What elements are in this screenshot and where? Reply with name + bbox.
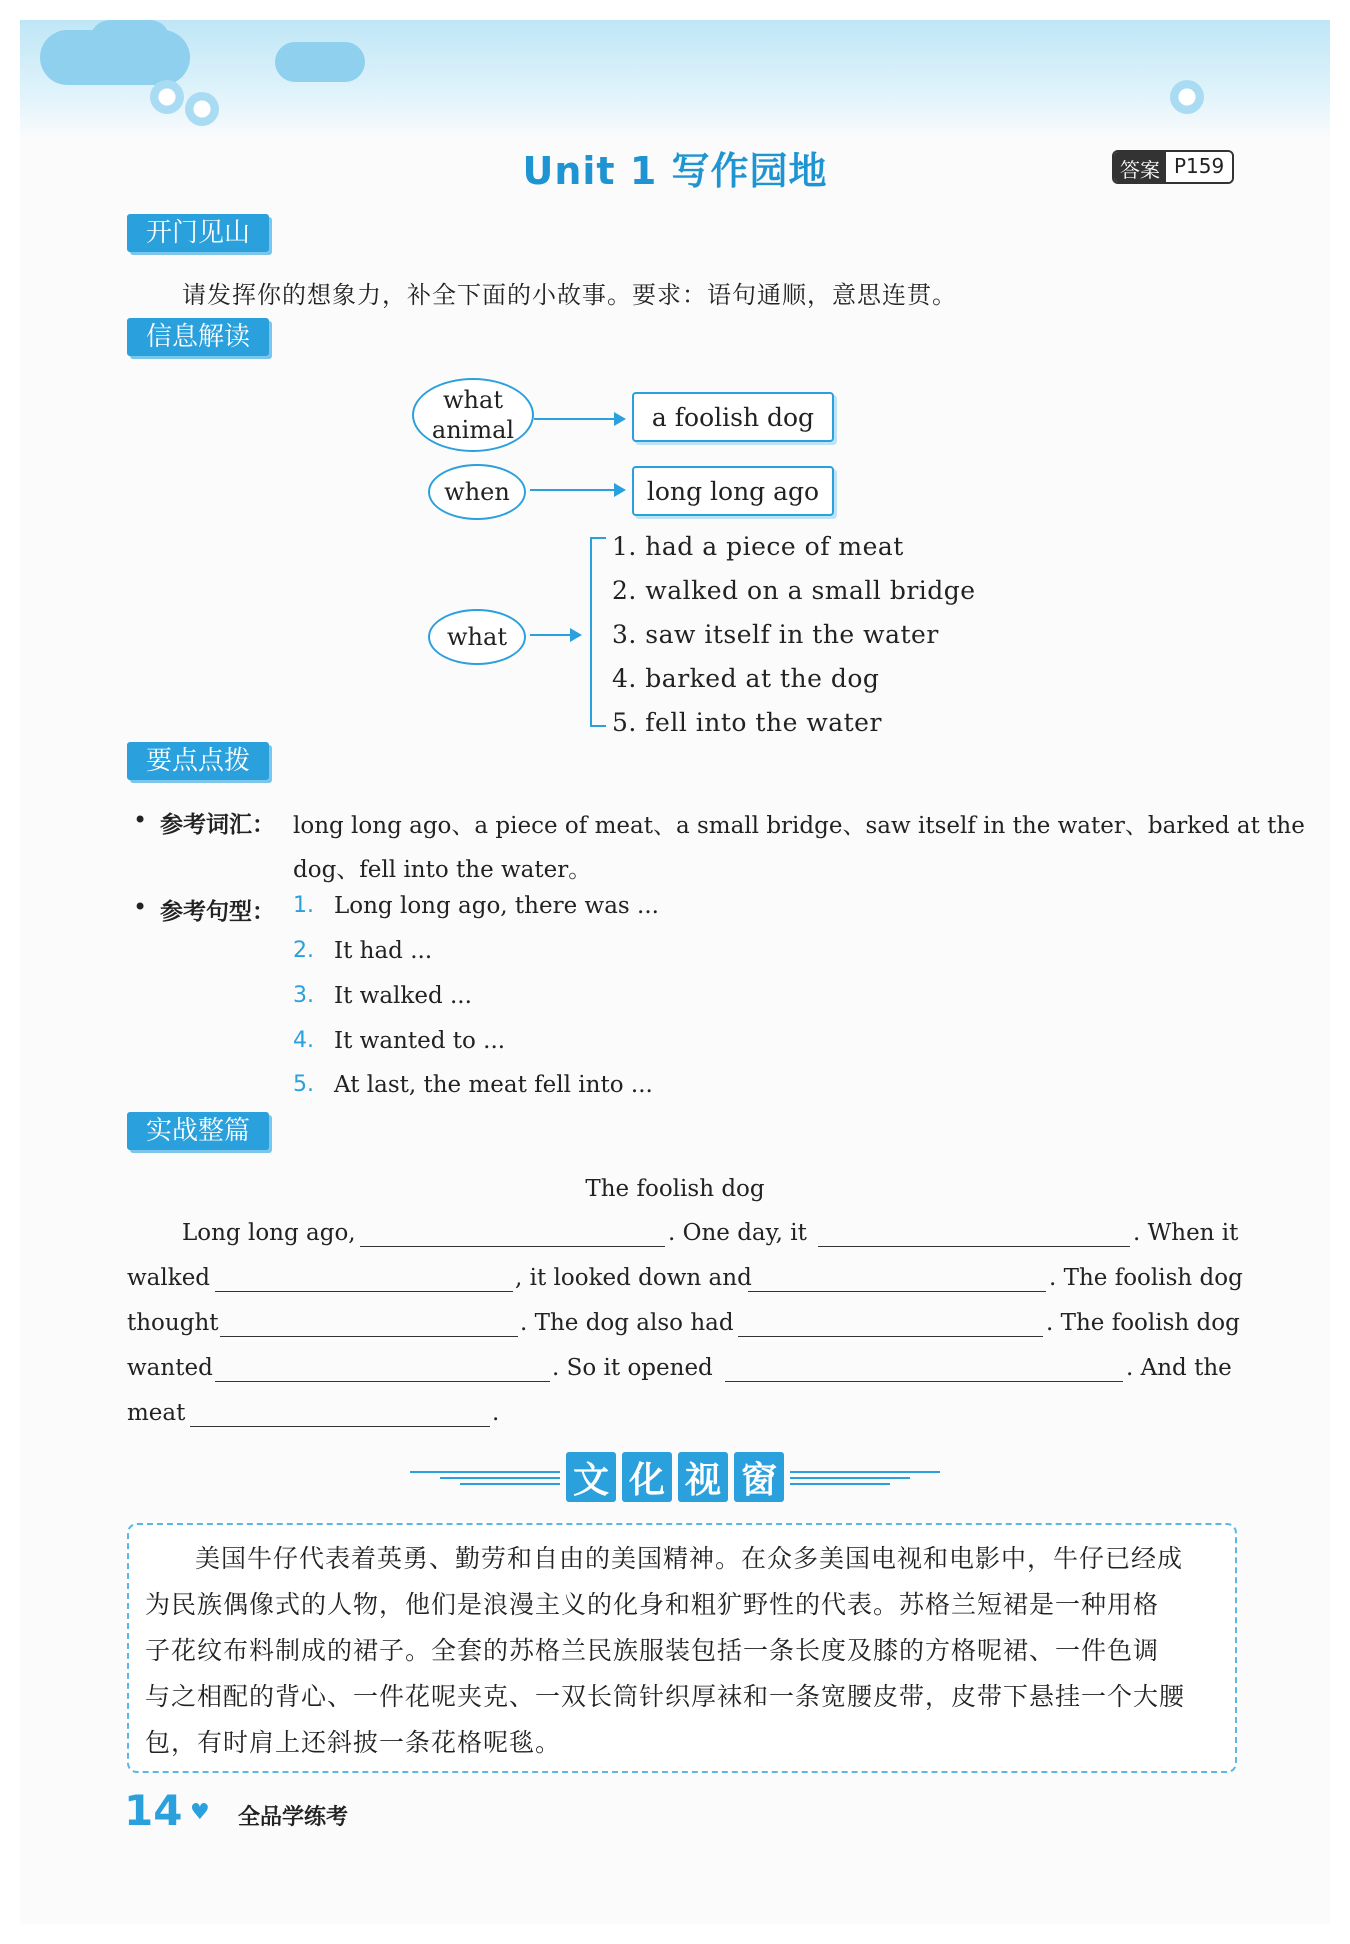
pattern-number: 1.: [293, 893, 314, 918]
answer-blank[interactable]: [360, 1220, 665, 1247]
culture-text-line: 包，有时肩上还斜披一条花格呢毯。: [145, 1728, 562, 1757]
essay-text: Long long ago,: [182, 1220, 356, 1246]
diagram-step: 4. barked at the dog: [612, 664, 880, 693]
essay-text: . The dog also had: [520, 1310, 734, 1336]
section-tag-intro: 开门见山: [127, 214, 269, 252]
answer-label: 答案: [1114, 152, 1166, 182]
diagram-step: 2. walked on a small bridge: [612, 576, 976, 605]
pattern-text: Long long ago, there was ...: [334, 893, 659, 919]
bullet-pattern: •: [133, 893, 148, 921]
diagram-box-animal: a foolish dog: [632, 392, 834, 442]
essay-text: . One day, it: [668, 1220, 807, 1246]
answer-blank[interactable]: [725, 1355, 1123, 1382]
pattern-text: It wanted to ...: [334, 1028, 506, 1054]
vocab-label: 参考词汇：: [160, 812, 275, 838]
diagram-oval-when: when: [428, 464, 526, 520]
diagram-step: 1. had a piece of meat: [612, 532, 904, 561]
diagram-box-when: long long ago: [632, 466, 834, 516]
cloud-decoration: [275, 42, 365, 82]
answer-blank[interactable]: [215, 1265, 513, 1292]
answer-blank[interactable]: [220, 1310, 518, 1337]
section-tag-practice: 实战整篇: [127, 1112, 269, 1150]
essay-text: walked: [127, 1265, 211, 1291]
arrow-icon: [530, 489, 624, 491]
culture-title-char: 化: [622, 1452, 672, 1502]
decorative-lines: [790, 1467, 940, 1487]
section-tag-tips: 要点点拨: [127, 742, 269, 780]
culture-text-line: 与之相配的背心、一件花呢夹克、一双长筒针织厚袜和一条宽腰皮带，皮带下悬挂一个大腰: [145, 1682, 1186, 1711]
culture-box: [127, 1523, 1237, 1773]
answer-blank[interactable]: [215, 1355, 550, 1382]
pattern-text: It had ...: [334, 938, 433, 964]
pattern-label: 参考句型：: [160, 899, 275, 925]
heart-icon: ♥: [190, 1800, 210, 1825]
culture-text-line: 美国牛仔代表着英勇、勤劳和自由的美国精神。在众多美国电视和电影中，牛仔已经成: [195, 1544, 1184, 1573]
pattern-text: At last, the meat fell into ...: [334, 1072, 653, 1098]
essay-text: . The foolish dog: [1046, 1310, 1240, 1336]
essay-text: . So it opened: [552, 1355, 713, 1381]
pattern-number: 4.: [293, 1028, 314, 1053]
diagram-step: 5. fell into the water: [612, 708, 882, 737]
vocab-line: long long ago、a piece of meat、a small bridge、saw itself in the water、barked at the: [293, 813, 1305, 839]
answer-blank[interactable]: [190, 1400, 490, 1427]
answer-blank[interactable]: [818, 1220, 1130, 1247]
arrow-icon: [534, 418, 624, 420]
pattern-number: 2.: [293, 938, 314, 963]
culture-text-line: 为民族偶像式的人物，他们是浪漫主义的化身和粗犷野性的代表。苏格兰短裙是一种用格: [145, 1590, 1160, 1619]
page-number: 14: [124, 1786, 183, 1835]
pattern-number: 5.: [293, 1072, 314, 1097]
answer-badge: [1112, 150, 1234, 184]
essay-text: meat: [127, 1400, 186, 1426]
answer-blank[interactable]: [748, 1265, 1046, 1292]
essay-text: , it looked down and: [515, 1265, 752, 1291]
culture-text-line: 子花纹布料制成的裙子。全套的苏格兰民族服装包括一条长度及膝的方格呢裙、一件色调: [145, 1636, 1160, 1665]
vocab-line: dog、fell into the water。: [293, 857, 592, 883]
flower-icon: [1170, 80, 1204, 114]
flower-icon: [150, 80, 184, 114]
essay-text: thought: [127, 1310, 219, 1336]
essay-text: wanted: [127, 1355, 213, 1381]
essay-title: The foolish dog: [585, 1176, 765, 1202]
brand-name: 全品学练考: [238, 1805, 349, 1830]
decorative-lines: [410, 1467, 560, 1487]
answer-page: P159: [1166, 152, 1232, 182]
pattern-number: 3.: [293, 983, 314, 1008]
arrow-icon: [530, 634, 580, 636]
culture-title-char: 视: [678, 1452, 728, 1502]
essay-text: . And the: [1126, 1355, 1232, 1381]
pattern-text: It walked ...: [334, 983, 472, 1009]
header-banner: [20, 20, 1330, 140]
prompt-text: 请发挥你的想象力，补全下面的小故事。要求：语句通顺，意思连贯。: [182, 281, 957, 309]
flower-icon: [185, 92, 219, 126]
answer-blank[interactable]: [738, 1310, 1043, 1337]
diagram-bracket: [590, 537, 606, 727]
culture-title-char: 窗: [734, 1452, 784, 1502]
essay-text: . The foolish dog: [1049, 1265, 1243, 1291]
culture-title: [0, 1452, 1350, 1502]
section-tag-info: 信息解读: [127, 318, 269, 356]
diagram-oval-animal: what animal: [412, 378, 534, 452]
essay-text: .: [492, 1400, 500, 1426]
page-title: Unit 1 写作园地: [522, 149, 828, 193]
essay-text: . When it: [1133, 1220, 1239, 1246]
cloud-decoration: [90, 20, 170, 60]
diagram-step: 3. saw itself in the water: [612, 620, 939, 649]
diagram-oval-what: what: [428, 609, 526, 665]
culture-title-char: 文: [566, 1452, 616, 1502]
bullet-vocab: •: [133, 806, 148, 834]
